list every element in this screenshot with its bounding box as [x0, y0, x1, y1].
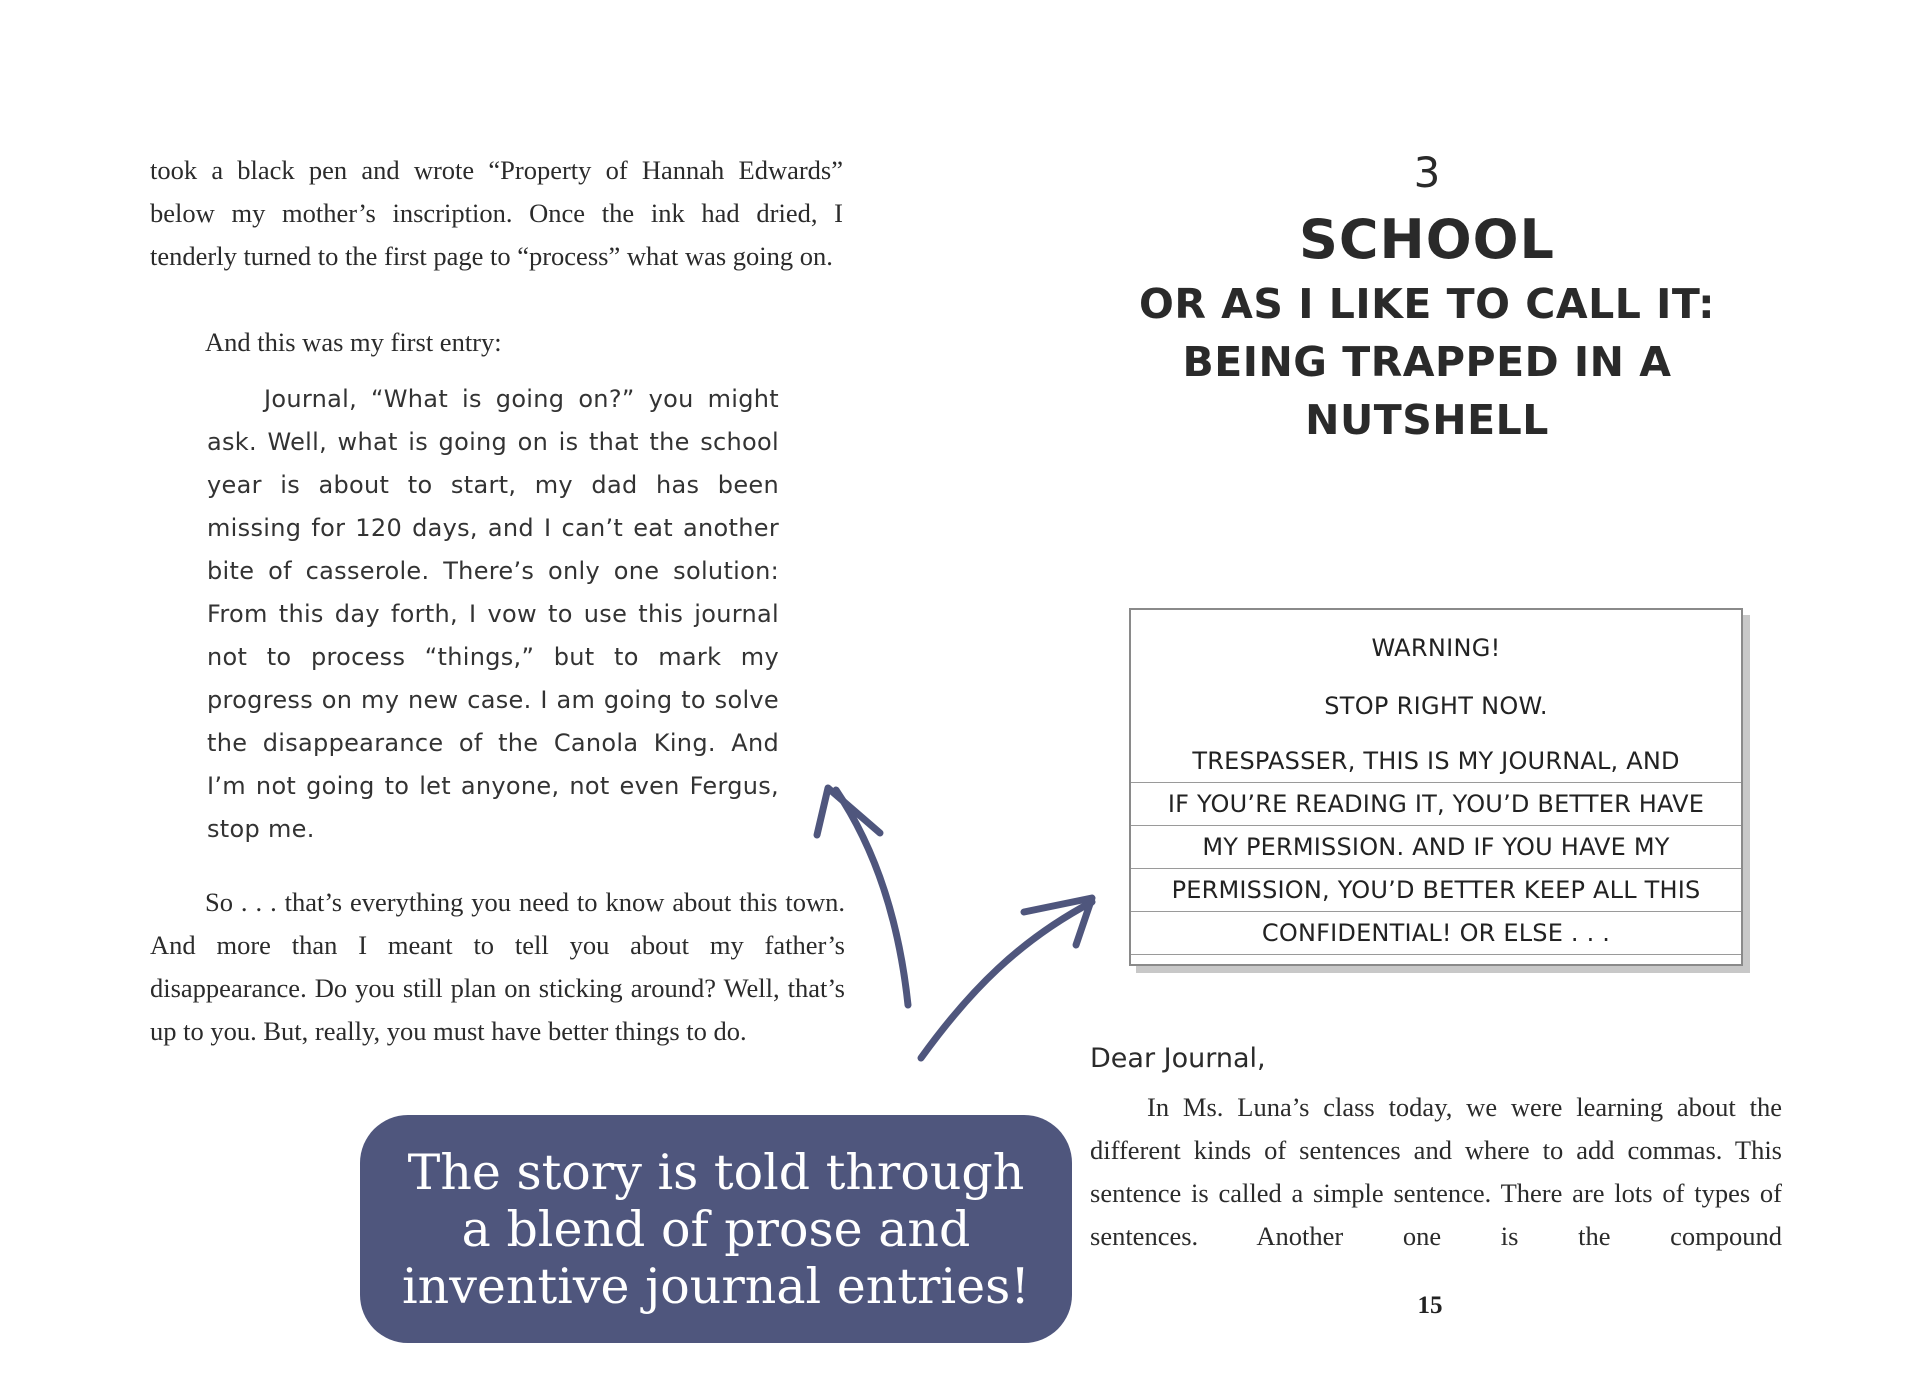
journal-salutation: Dear Journal,: [1090, 1043, 1266, 1074]
warning-line: PERMISSION, YOU’D BETTER KEEP ALL THIS: [1131, 869, 1741, 912]
page-number: 15: [1417, 1292, 1443, 1319]
warning-line: CONFIDENTIAL! OR ELSE . . .: [1131, 912, 1741, 955]
chapter-number: 3: [1413, 148, 1441, 197]
prose-paragraph-entry-intro: And this was my first entry:: [205, 327, 502, 357]
prose-paragraph-closing: So . . . that’s everything you need to know about this town. And more than I meant to tell you about my father’s disappearance. Do you still plan on sticking around? Well, that’s up to you. But, really, you must have better things to do.: [150, 887, 845, 1046]
prose-paragraph-right: In Ms. Luna’s class today, we were learning about the different kinds of sentences and where to add commas. This sentence is called a simple sentence. There are lots of types of sentences. Another one is the compound: [1090, 1092, 1782, 1251]
right-page: [957, 0, 1915, 1400]
journal-entry-text: Journal, “What is going on?” you might ask. Well, what is going on is that the school year is about to start, my dad has been missing for 120 days, and I can’t eat another bite of casserole. There’s only one solution: From this day forth, I vow to use this journal not to process “things,” but to mark my progress on my new case. I am going to solve the disappearance of the Canola King. And I’m not going to let anyone, not even Fergus, stop me.: [207, 385, 779, 843]
chapter-title: SCHOOL: [1299, 208, 1555, 271]
chapter-subtitle: OR AS I LIKE TO CALL IT: BEING TRAPPED IN A NUTSHELL: [1138, 280, 1715, 444]
warning-subtitle: STOP RIGHT NOW.: [1324, 692, 1548, 720]
callout-banner: [360, 1115, 1072, 1343]
callout-text: The story is told through a blend of prose and inventive journal entries!: [402, 1143, 1030, 1315]
warning-line: IF YOU’RE READING IT, YOU’D BETTER HAVE: [1131, 783, 1741, 826]
journal-warning-note: [1129, 608, 1743, 966]
prose-paragraph-continuation: took a black pen and wrote “Property of Hannah Edwards” below my mother’s inscription. Once the ink had dried, I tenderly turned to the first page to “process” what was going on.: [150, 155, 843, 271]
warning-lines: [1131, 740, 1741, 955]
warning-line: TRESPASSER, THIS IS MY JOURNAL, AND: [1131, 740, 1741, 783]
warning-title: WARNING!: [1371, 634, 1501, 662]
warning-line: MY PERMISSION. AND IF YOU HAVE MY: [1131, 826, 1741, 869]
